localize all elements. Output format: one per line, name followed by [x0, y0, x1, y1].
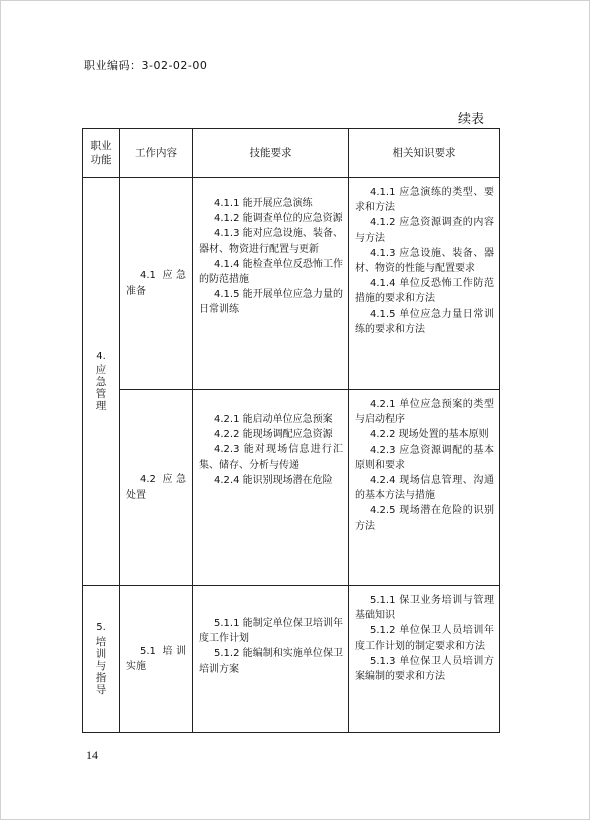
work-content-cell [120, 390, 193, 586]
list-item: 4.2.1 单位应急预案的类型与启动程序 [355, 399, 494, 426]
function-name: 培训与指导 [95, 635, 107, 696]
function-cell [83, 178, 120, 586]
header-work-content: 工作内容 [120, 129, 193, 178]
list-item: 4.1.4 能检查单位反恐怖工作的防范措施 [199, 258, 343, 286]
list-item: 4.2.5 现场潜在危险的识别方法 [355, 505, 494, 532]
list-item: 4.2.4 能识别现场潜在危险 [214, 474, 333, 486]
header-function-line1: 职业 [90, 140, 112, 152]
table-row [83, 586, 500, 733]
list-item: 4.2.3 应急资源调配的基本原则和要求 [355, 444, 494, 471]
function-number: 4. [96, 350, 106, 362]
list-item: 5.1.1 能制定单位保卫培训年度工作计划 [199, 618, 343, 645]
list-item: 4.2.1 能启动单位应急预案 [214, 414, 333, 425]
list-item: 4.1.2 能调查单位的应急资源 [214, 213, 343, 225]
skills-table [82, 128, 500, 733]
list-item: 4.1.1 应急演练的类型、要求和方法 [355, 187, 494, 214]
list-item: 4.2.2 现场处置的基本原则 [370, 429, 489, 441]
list-item: 5.1.1 保卫业务培训与管理基础知识 [355, 595, 494, 622]
list-item: 5.1.2 单位保卫人员培训年度工作计划的制定要求和方法 [355, 625, 494, 652]
list-item: 4.1.1 能开展应急演练 [214, 198, 313, 209]
table-row [83, 390, 500, 586]
list-item: 5.1.3 单位保卫人员培训方案编制的要求和方法 [355, 655, 494, 683]
page-number: 14 [86, 748, 98, 762]
knowledge-cell [349, 178, 500, 390]
function-name: 应急管理 [95, 364, 107, 412]
work-content-text: 4.1 应急准备 [126, 270, 186, 297]
list-item: 4.1.3 能对应急设施、装备、器材、物资进行配置与更新 [199, 228, 343, 255]
continued-label: 续表 [458, 112, 485, 127]
knowledge-cell [349, 390, 500, 586]
header-skill-requirements: 技能要求 [193, 129, 349, 178]
list-item: 4.2.4 现场信息管理、沟通的基本方法与措施 [355, 475, 494, 502]
skills-cell [193, 178, 349, 390]
list-item: 4.2.3 能对现场信息进行汇集、储存、分析与传递 [199, 444, 343, 471]
function-cell [83, 586, 120, 733]
work-content-text: 4.2 应急处置 [126, 474, 186, 501]
work-content-cell [120, 586, 193, 733]
work-content-text: 5.1 培训实施 [126, 645, 186, 672]
occupation-code: 职业编码：3-02-02-00 [84, 59, 208, 72]
list-item: 4.2.2 能现场调配应急资源 [214, 429, 333, 441]
list-item: 4.1.4 单位反恐怖工作防范措施的要求和方法 [355, 278, 494, 305]
skills-cell [193, 390, 349, 586]
knowledge-cell [349, 586, 500, 733]
list-item: 4.1.5 能开展单位应急力量的日常训练 [199, 289, 343, 316]
header-knowledge-requirements: 相关知识要求 [349, 129, 500, 178]
function-number: 5. [96, 622, 106, 634]
header-function-line2: 功能 [90, 154, 112, 166]
table-row [83, 178, 500, 390]
work-content-cell [120, 178, 193, 390]
table-header-row [83, 129, 500, 178]
list-item: 4.1.5 单位应急力量日常训练的要求和方法 [355, 308, 494, 335]
list-item: 4.1.2 应急资源调查的内容与方法 [355, 217, 494, 244]
skills-cell [193, 586, 349, 733]
list-item: 4.1.3 应急设施、装备、器材、物资的性能与配置要求 [355, 247, 494, 275]
header-function [83, 129, 120, 178]
list-item: 5.1.2 能编制和实施单位保卫培训方案 [199, 648, 343, 675]
